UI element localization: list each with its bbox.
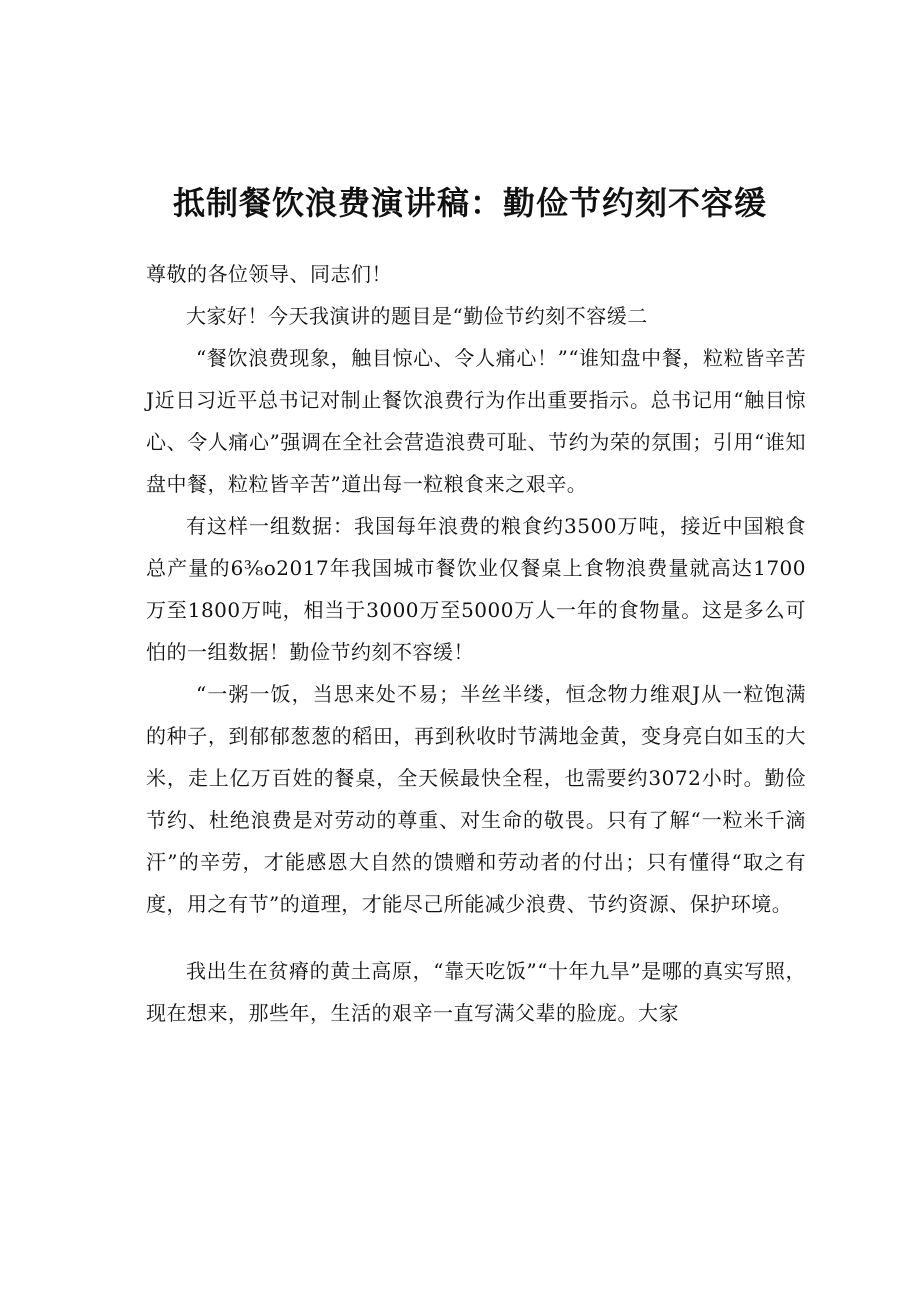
salutation-paragraph: 尊敬的各位领导、同志们！ (146, 262, 392, 286)
greeting-paragraph: 大家好！今天我演讲的题目是“勤俭节约刻不容缓二 (186, 304, 648, 328)
document-title: 抵制餐饮浪费演讲稿：勤俭节约刻不容缓 (172, 184, 767, 223)
proverb-paragraph: “一粥一饭，当思来处不易；半丝半缕，恒念物力维艰J从一粒饱满的种子，到郁郁葱葱的稻田，再到秋收时节满地金黄，变身亮白如玉的大米，走上亿万百姓的餐桌，全天候最快全程，也需要约3072小时。勤俭节约、杜绝浪费是对劳动的尊重、对生命的敬畏。只有了解“一粒米千滴汗”的辛劳，才能感恩大自然的馈赠和劳动者的付出；只有懂得“取之有度，用之有节”的道理，才能尽己所能减少浪费、节约资源、保护环境。 (146, 682, 806, 916)
data-paragraph: 有这样一组数据：我国每年浪费的粮食约3500万吨，接近中国粮食总产量的6⅜o2017年我国城市餐饮业仅餐桌上食物浪费量就高达1700万至1800万吨，相当于3000万至5000万人一年的食物量。这是多么可怕的一组数据！勤俭节约刻不容缓！ (146, 514, 806, 664)
personal-paragraph: 我出生在贫瘠的黄土高原，“靠天吃饭”“十年九旱”是哪的真实写照，现在想来，那些年，生活的艰辛一直写满父辈的脸庞。大家 (146, 959, 806, 1025)
quote-paragraph: “餐饮浪费现象，触目惊心、令人痛心！”“谁知盘中餐，粒粒皆辛苦J近日习近平总书记对制止餐饮浪费行为作出重要指示。总书记用“触目惊心、令人痛心”强调在全社会营造浪费可耻、节约为荣的氛围；引用“谁知盘中餐，粒粒皆辛苦”道出每一粒粮食来之艰辛。 (146, 346, 806, 496)
document-body (146, 253, 806, 1034)
